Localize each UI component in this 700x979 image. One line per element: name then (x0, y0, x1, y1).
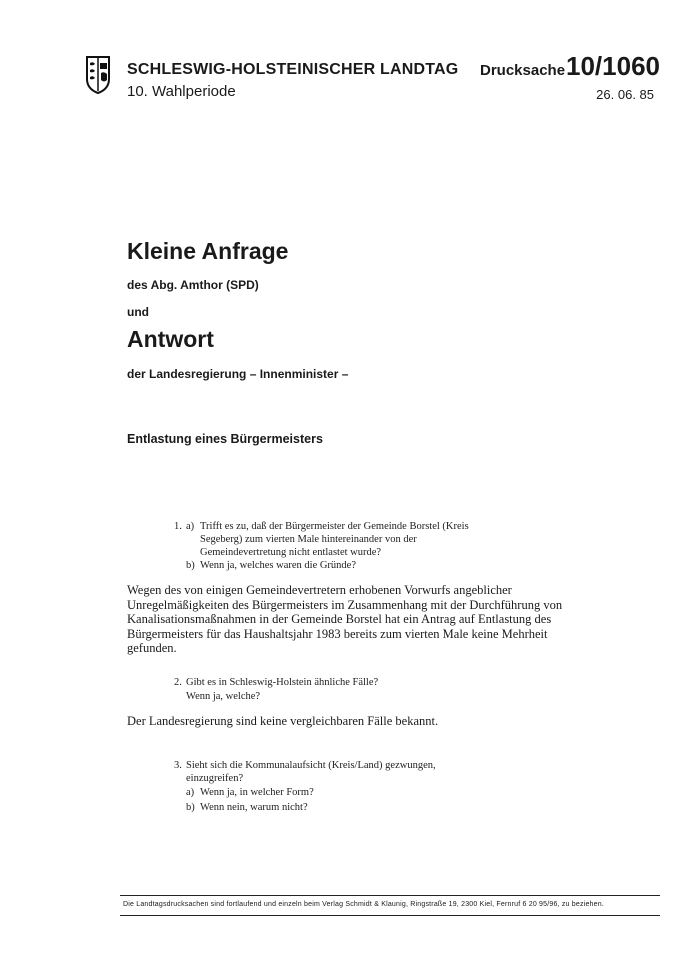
question-1b-text: Wenn ja, welches waren die Gründe? (200, 560, 357, 571)
coat-of-arms-icon (85, 55, 111, 95)
document-date: 26. 06. 85 (596, 87, 654, 102)
footer-note: Die Landtagsdrucksachen sind fortlaufend und einzeln beim Verlag Schmidt & Klaunig, Ringstraße 19, 2300 Kiel, Fernruf 6 20 95/96, zu beziehen. (123, 901, 604, 908)
question-2-line-2: Wenn ja, welche? (186, 691, 261, 702)
question-3b-text: Wenn nein, warum nicht? (200, 802, 308, 813)
question-3-text: Sieht sich die Kommunalaufsicht (Kreis/Land) gezwungen, einzugreifen? (186, 760, 436, 784)
question-1b-label: b) (186, 560, 195, 571)
author-line: des Abg. Amthor (SPD) (127, 278, 259, 292)
question-3b-label: b) (186, 802, 195, 813)
question-1a-text: Trifft es zu, daß der Bürgermeister der Gemeinde Borstel (Kreis Segeberg) zum vierten Male hintereinander von der Gemeindevertretung nicht entlastet wurde? (200, 521, 469, 558)
question-2-line-1: Gibt es in Schleswig-Holstein ähnliche Fälle? (186, 677, 379, 688)
electoral-period: 10. Wahlperiode (127, 83, 236, 100)
footer-rule-top (120, 895, 660, 896)
subject-line: Entlastung eines Bürgermeisters (127, 432, 323, 446)
drucksache-number: 10/1060 (566, 51, 660, 81)
question-2-number: 2. (174, 677, 182, 688)
title-kleine-anfrage: Kleine Anfrage (127, 238, 289, 264)
und-line: und (127, 305, 149, 319)
answer-2: Der Landesregierung sind keine vergleichbaren Fälle bekannt. (127, 714, 439, 728)
question-3a-text: Wenn ja, in welcher Form? (200, 787, 314, 798)
question-3-number: 3. (174, 760, 182, 771)
question-3a-label: a) (186, 787, 195, 798)
respondent-line: der Landesregierung – Innenminister – (127, 367, 349, 381)
footer-rule-bottom (120, 915, 660, 916)
drucksache-label: Drucksache (480, 62, 566, 79)
parliament-name: SCHLESWIG-HOLSTEINISCHER LANDTAG (127, 61, 459, 78)
question-1-number: 1. (174, 521, 182, 532)
title-antwort: Antwort (127, 326, 214, 352)
question-1a-label: a) (186, 521, 195, 532)
answer-1: Wegen des von einigen Gemeindevertretern erhobenen Vorwurfs angeblicher Unregelmäßigkeiten des Bürgermeisters im Zusammenhang mit der Durchführung von Kanalisationsmaßnahmen in der Gemeinde Borstel hat ein Antrag auf Entlastung des Bürgermeisters für das Haushaltsjahr 1983 bereits zum vierten Male keine Mehrheit gefunden. (127, 583, 563, 656)
